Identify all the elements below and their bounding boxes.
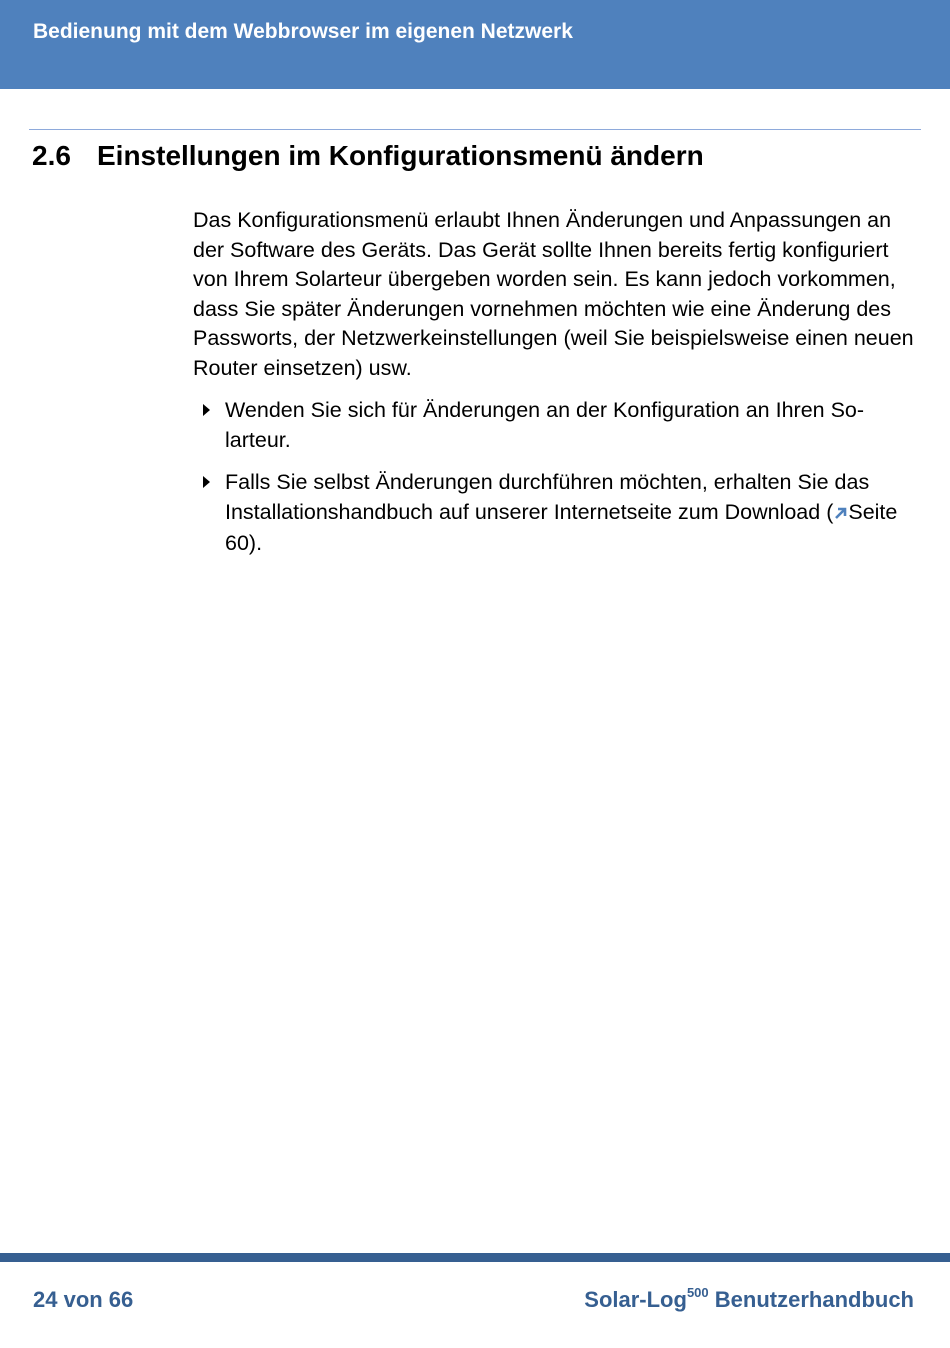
product-name: Solar-Log bbox=[584, 1287, 687, 1312]
list-item-text: Falls Sie selbst Änderungen durchführen möchten, erhalten Sie das Installationshandbuch auf unserer Internetseite zum Download bbox=[225, 470, 870, 524]
section-divider bbox=[29, 129, 921, 130]
header-band bbox=[0, 0, 950, 89]
list-item-text: Wenden Sie sich für Änderungen an der Konfiguration an Ihren Solarteur. bbox=[225, 398, 865, 452]
intro-paragraph: Das Konfigurationsmenü erlaubt Ihnen Änderungen und Anpassungen an der Software des Geräts. Das Gerät sollte Ihnen bereits fertig konfiguriert von Ihrem Solarteur übergeben worden sein. Es kann jedoch vorkommen, dass Sie später Änderungen vornehmen möchten wie eine Änderung des Passworts, der Netzwerkeinstellungen (weil Sie beispielsweise einen neuen Router einsetzen) usw. bbox=[193, 208, 914, 380]
section-number: 2.6 bbox=[32, 140, 71, 171]
header-title: Bedienung mit dem Webbrowser im eigenen Netzwerk bbox=[33, 20, 573, 43]
arrow-up-right-icon bbox=[833, 500, 848, 530]
section-title: Einstellungen im Konfigurationsmenü ändern bbox=[97, 140, 704, 171]
footer-bar bbox=[0, 1253, 950, 1262]
section-heading bbox=[32, 140, 704, 172]
list-item bbox=[193, 396, 918, 455]
triangle-bullet-icon bbox=[203, 476, 210, 488]
ref-target-text: Seite 60). bbox=[225, 499, 898, 555]
list-item bbox=[193, 468, 918, 559]
product-superscript: 500 bbox=[686, 1285, 709, 1300]
product-suffix: Benutzerhandbuch bbox=[714, 1287, 914, 1312]
section-body bbox=[193, 206, 918, 559]
manual-title bbox=[584, 1287, 914, 1313]
triangle-bullet-icon bbox=[203, 404, 210, 416]
ref-open-paren: ( bbox=[826, 499, 834, 524]
page-number: 24 von 66 bbox=[33, 1287, 134, 1312]
